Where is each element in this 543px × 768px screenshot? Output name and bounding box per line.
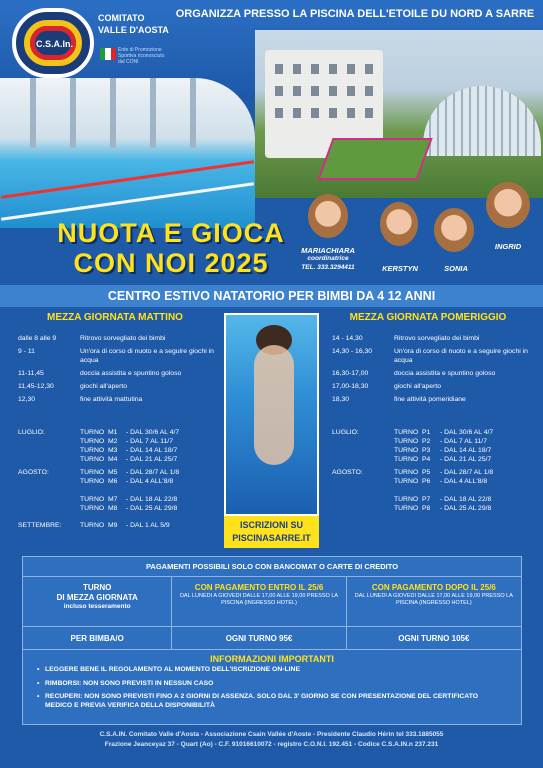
main-title-line-2: CON NOI 2025 [73, 248, 269, 278]
turno-row: TURNO M6 - DAL 4 ALL'8/8 [80, 478, 174, 485]
info-item: • RIMBORSI: NON SONO PREVISTI IN NESSUN CASO [45, 680, 505, 689]
schedule-row: 18,30 fine attività pomeridiane [332, 396, 466, 403]
staff-photo-ingrid [486, 182, 530, 228]
payment-col-turno-title: TURNO DI MEZZA GIORNATA [56, 583, 138, 602]
payment-table [22, 556, 522, 650]
schedule-row: 11-11,45 doccia assistita e spuntino goloso [18, 370, 182, 377]
turno-row: AGOSTO: TURNO P5 - DAL 28/7 AL 1/8 [332, 469, 494, 476]
payment-col-early-title: CON PAGAMENTO ENTRO IL 25/6 [194, 583, 324, 592]
payment-col-early [172, 577, 346, 626]
afternoon-turni [332, 428, 537, 513]
footer-line-1: C.S.A.IN. Comitato Valle d'Aosta - Associazione Csain Vallée d'Aoste - Presidente Claudio Hérin tel 333.1885055 [99, 731, 444, 738]
schedule-row: 14 - 14,30 Ritrovo sorvegliato dei bimbi [332, 335, 480, 342]
child-swimming-photo [224, 313, 319, 516]
signup-link[interactable] [224, 516, 319, 548]
staff-photo-mariachiara [308, 194, 348, 238]
org-subtitle: Ente di Promozione Sportiva riconosciuto dal CONI [118, 47, 165, 65]
staff-photo-sonia [434, 208, 474, 252]
payment-col-turno [23, 577, 172, 626]
main-title-line-1: NUOTA E GIOCA [57, 218, 285, 248]
schedule-row: 11,45-12,30 giochi all'aperto [18, 383, 128, 390]
turno-row: TURNO M7 - DAL 18 AL 22/8 [80, 496, 178, 503]
staff-name-sonia: SONIA [444, 264, 468, 273]
turno-row: TURNO M2 - DAL 7 AL 11/7 [80, 438, 173, 445]
afternoon-title: MEZZA GIORNATA POMERIGGIO [349, 312, 507, 323]
staff-group [300, 188, 543, 283]
morning-schedule [18, 334, 218, 408]
turno-row: TURNO P4 - DAL 21 AL 25/7 [394, 456, 492, 463]
csain-logo [12, 8, 94, 78]
schedule-row: 17,00-18,30 giochi all'aperto [332, 383, 442, 390]
info-title: INFORMAZIONI IMPORTANTI [210, 654, 334, 664]
aerial-building-photo [255, 30, 543, 198]
payment-header: PAGAMENTI POSSIBILI SOLO CON BANCOMAT O CARTE DI CREDITO [23, 557, 521, 577]
main-title [36, 218, 306, 278]
info-list [23, 664, 521, 710]
outdoor-area [317, 138, 432, 180]
payment-price-row [23, 627, 521, 650]
important-info [22, 650, 522, 725]
afternoon-schedule [332, 334, 532, 408]
staff-role: coordinatrice [307, 255, 349, 262]
org-name [98, 12, 169, 36]
footer [0, 730, 543, 750]
turno-row: TURNO P7 - DAL 18 AL 22/8 [394, 496, 492, 503]
turno-row: TURNO M3 - DAL 14 AL 18/7 [80, 447, 178, 454]
turno-row: TURNO M4 - DAL 21 AL 25/7 [80, 456, 178, 463]
turno-row: TURNO P3 - DAL 14 AL 18/7 [394, 447, 492, 454]
info-item: • RECUPERI: NON SONO PREVISTI FINO A 2 GIORNI DI ASSENZA. SOLO DAL 3' GIORNO SE CON PRESENTAZIONE DEL CERTIFICATO MEDICO E PREVIA VERIFICA DELLA DISPONIBILITÀ [45, 693, 505, 710]
price-early: OGNI TURNO 95€ [172, 627, 346, 650]
schedule-row: dalle 8 alle 9 Ritrovo sorvegliato dei bimbi [18, 335, 166, 342]
org-name-line-2: VALLE D'AOSTA [98, 25, 169, 35]
payment-col-late-title: CON PAGAMENTO DOPO IL 25/6 [371, 583, 496, 592]
venue-heading: ORGANIZZA PRESSO LA PISCINA DELL'ETOILE DU NORD A SARRE [175, 8, 535, 20]
turno-row: TURNO P6 - DAL 4 ALL'8/8 [394, 478, 488, 485]
schedule-row: 16,30-17,00 doccia assistita e spuntino goloso [332, 370, 496, 377]
italian-flag-icon [100, 48, 116, 60]
footer-line-2: Frazione Jeanceyaz 37 - Quart (Ao) - C.F. 91016610072 - registro C.O.N.I. 192.451 - Codice C.S.A.IN.n 237.231 [104, 741, 439, 748]
staff-photo-kerstyn [380, 202, 418, 246]
org-name-line-1: COMITATO [98, 13, 145, 23]
payment-col-turno-sub: incluso tesseramento [63, 603, 131, 610]
turno-row: TURNO M8 - DAL 25 AL 29/8 [80, 505, 178, 512]
turno-row: SETTEMBRE: TURNO M9 - DAL 1 AL 5/9 [18, 522, 170, 529]
morning-title: MEZZA GIORNATA MATTINO [47, 312, 183, 323]
turno-row: LUGLIO: TURNO P1 - DAL 30/6 AL 4/7 [332, 429, 494, 436]
schedule-row: 9 - 11 Un'ora di corso di nuoto e a seguire giochi in acqua [18, 348, 214, 364]
schedule-row: 12,30 fine attività mattutina [18, 396, 143, 403]
turno-row: TURNO P8 - DAL 25 AL 29/8 [394, 505, 492, 512]
indoor-pool-photo [0, 78, 255, 228]
staff-name-ingrid: INGRID [494, 242, 522, 251]
payment-column-headers [23, 577, 521, 627]
turno-row: TURNO P2 - DAL 7 AL 11/7 [394, 438, 487, 445]
staff-phone: TEL. 333.3294411 [301, 264, 355, 271]
turno-row: LUGLIO: TURNO M1 - DAL 30/6 AL 4/7 [18, 429, 180, 436]
schedule-row: 14,30 - 16,30 Un'ora di corso di nuoto e a seguire giochi in acqua [332, 348, 528, 364]
payment-col-late [347, 577, 521, 626]
price-row-label: PER BIMBA/O [23, 627, 172, 650]
pool-dome [423, 86, 541, 156]
signup-line-2: PISCINASARRE.IT [232, 533, 311, 543]
price-late: OGNI TURNO 105€ [398, 634, 470, 643]
camp-banner: CENTRO ESTIVO NATATORIO PER BIMBI DA 4 12 ANNI [0, 285, 543, 307]
info-item: • LEGGERE BENE IL REGOLAMENTO AL MOMENTO DELL'ISCRIZIONE ON-LINE [45, 666, 505, 675]
turno-row: AGOSTO: TURNO M5 - DAL 28/7 AL 1/8 [18, 469, 180, 476]
morning-turni [18, 428, 218, 530]
staff-name-mariachiara: MARIACHIARA [301, 246, 355, 255]
staff-name-kerstyn: KERSTYN [382, 264, 418, 273]
payment-col-late-sub: DAL LUNEDI A GIOVEDI DALLE 17,00 ALLE 19,00 PRESSO LA PISCINA (INGRESSO HOTEL) [354, 593, 513, 606]
signup-line-1: ISCRIZIONI SU [239, 520, 303, 530]
logo-text: C.S.A.In. [36, 39, 74, 49]
payment-col-early-sub: DAL LUNEDI A GIOVEDI DALLE 17,00 ALLE 19,00 PRESSO LA PISCINA (INGRESSO HOTEL) [179, 593, 339, 606]
